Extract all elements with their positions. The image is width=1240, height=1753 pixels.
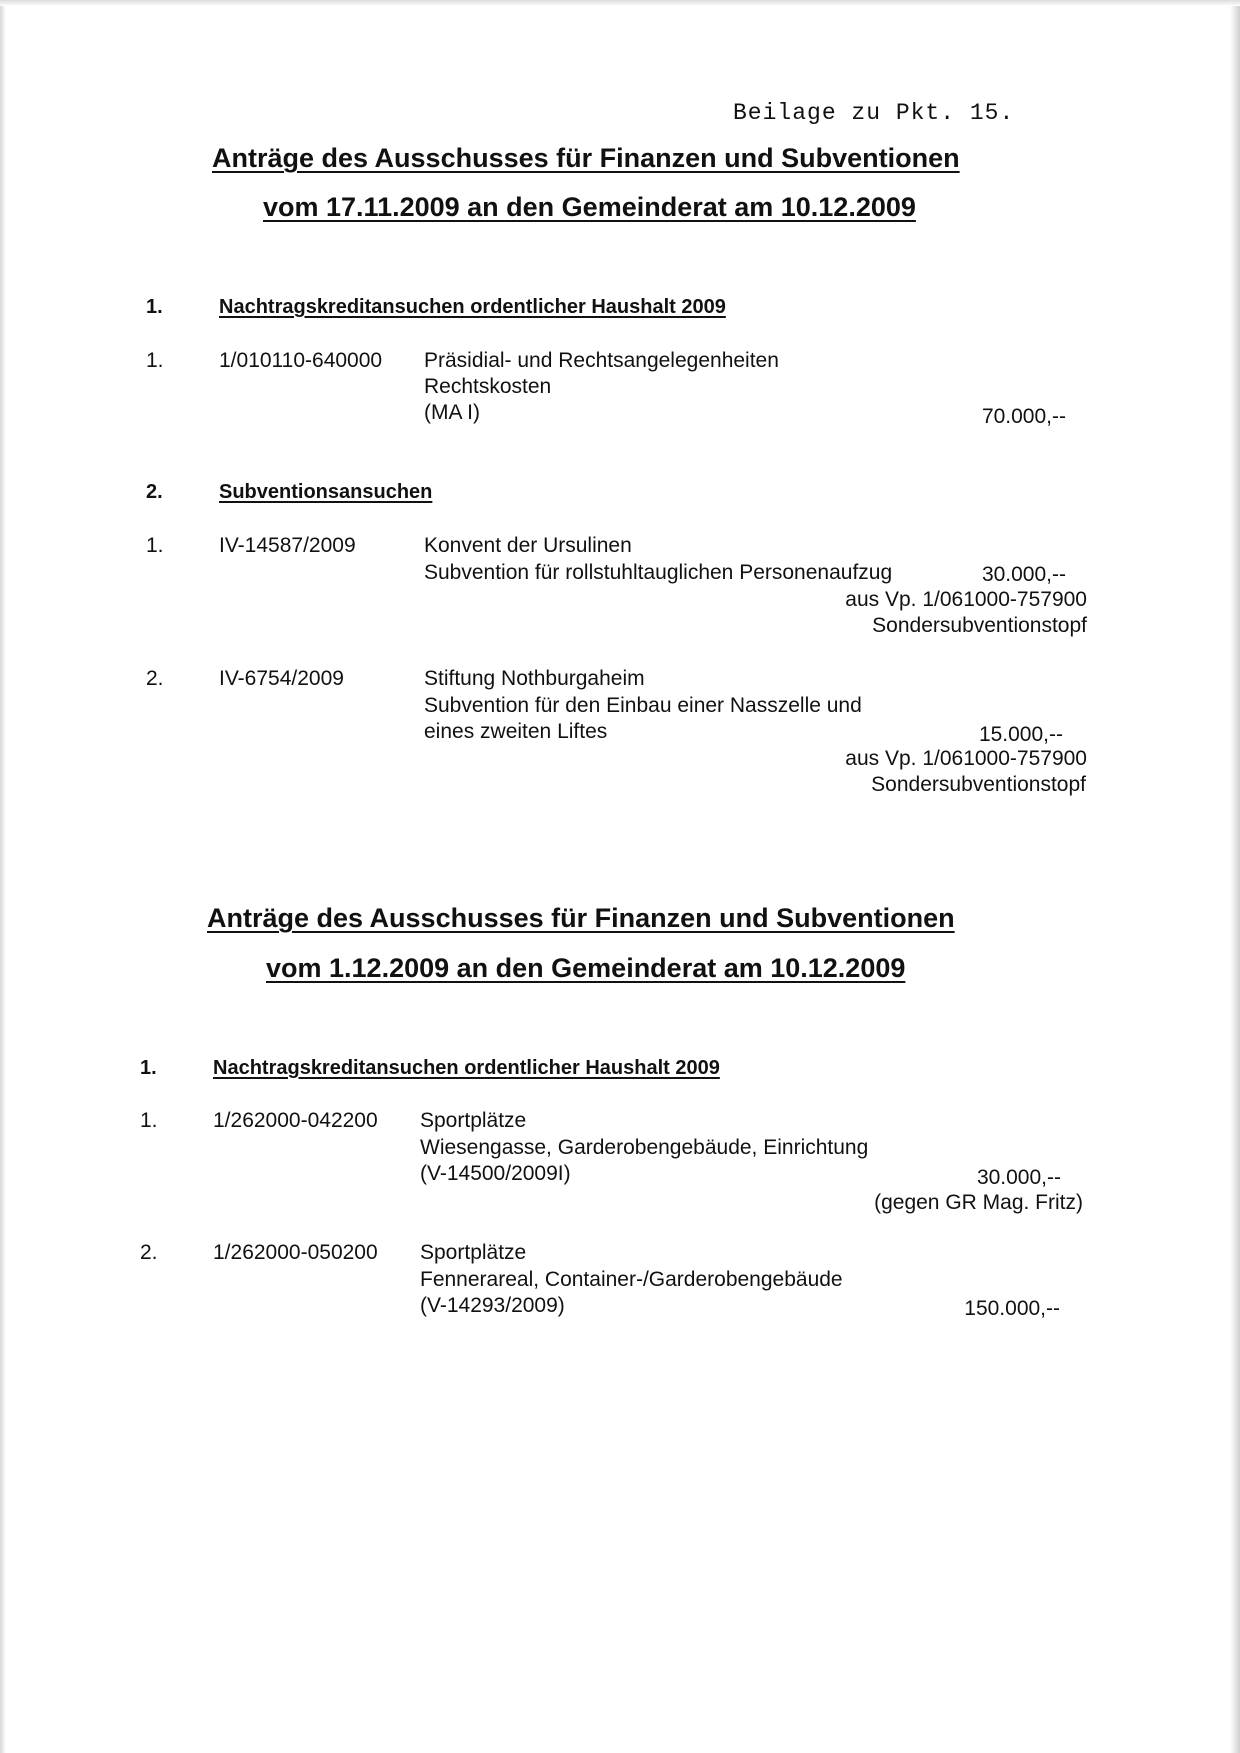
- block2-title-line1: Anträge des Ausschusses für Finanzen und Subventionen: [207, 903, 955, 933]
- item-budget-code: 1/262000-042200: [213, 1109, 378, 1132]
- item-note-line: aus Vp. 1/061000-757900: [845, 747, 1087, 770]
- beilage-label: Beilage zu Pkt. 15.: [733, 100, 1015, 126]
- item-amount: 30.000,--: [981, 563, 1066, 586]
- item-line: Sportplätze: [420, 1241, 527, 1264]
- block1-section1-number: 1.: [146, 296, 163, 318]
- item-budget-code: 1/010110-640000: [219, 349, 383, 372]
- item-line: Konvent der Ursulinen: [424, 534, 632, 557]
- item-number: 1.: [146, 534, 164, 557]
- item-note-line: Sondersubventionstopf: [871, 773, 1086, 796]
- item-amount: 15.000,--: [978, 723, 1063, 746]
- item-budget-code: 1/262000-050200: [213, 1241, 378, 1264]
- scan-edge-left: [0, 0, 6, 1753]
- block2-section1-title: Nachtragskreditansuchen ordentlicher Haushalt 2009: [213, 1057, 720, 1079]
- item-line: Subvention für den Einbau einer Nasszelle und: [424, 694, 862, 717]
- item-number: 2.: [146, 667, 164, 690]
- item-budget-code: IV-6754/2009: [219, 667, 344, 690]
- item-line: Rechtskosten: [424, 375, 552, 398]
- scan-edge-top: [0, 0, 1240, 6]
- block2-section1-number: 1.: [140, 1057, 157, 1079]
- item-amount: 150.000,--: [964, 1297, 1060, 1320]
- item-line: Subvention für rollstuhltauglichen Personenaufzug: [424, 561, 893, 584]
- item-amount: 70.000,--: [981, 405, 1066, 428]
- item-line: (V-14293/2009): [420, 1294, 565, 1317]
- block1-section1-title: Nachtragskreditansuchen ordentlicher Haushalt 2009: [219, 296, 726, 318]
- item-line: Stiftung Nothburgaheim: [424, 667, 645, 690]
- block2-title-line2: vom 1.12.2009 an den Gemeinderat am 10.12.2009: [266, 953, 906, 983]
- item-note-line: aus Vp. 1/061000-757900: [845, 588, 1087, 611]
- item-line: Wiesengasse, Garderobengebäude, Einrichtung: [420, 1136, 869, 1159]
- item-line: Sportplätze: [420, 1109, 527, 1132]
- item-number: 1.: [140, 1109, 158, 1132]
- block1-title-line1: Anträge des Ausschusses für Finanzen und Subventionen: [212, 143, 960, 173]
- item-line: (V-14500/2009I): [420, 1162, 571, 1185]
- item-line: Fennerareal, Container-/Garderobengebäude: [420, 1268, 843, 1291]
- item-number: 2.: [140, 1241, 158, 1264]
- item-line: Präsidial- und Rechtsangelegenheiten: [424, 349, 779, 372]
- item-amount: 30.000,--: [976, 1166, 1061, 1189]
- item-line: eines zweiten Liftes: [424, 720, 608, 743]
- block1-section2-title: Subventionsansuchen: [219, 481, 433, 503]
- block1-section2-number: 2.: [146, 481, 163, 503]
- item-budget-code: IV-14587/2009: [219, 534, 356, 557]
- scan-edge-right: [1230, 0, 1240, 1753]
- item-note-line: (gegen GR Mag. Fritz): [874, 1191, 1083, 1214]
- item-note-line: Sondersubventionstopf: [872, 614, 1087, 637]
- item-number: 1.: [146, 349, 164, 372]
- item-line: (MA I): [424, 401, 480, 424]
- block1-title-line2: vom 17.11.2009 an den Gemeinderat am 10.12.2009: [263, 192, 916, 222]
